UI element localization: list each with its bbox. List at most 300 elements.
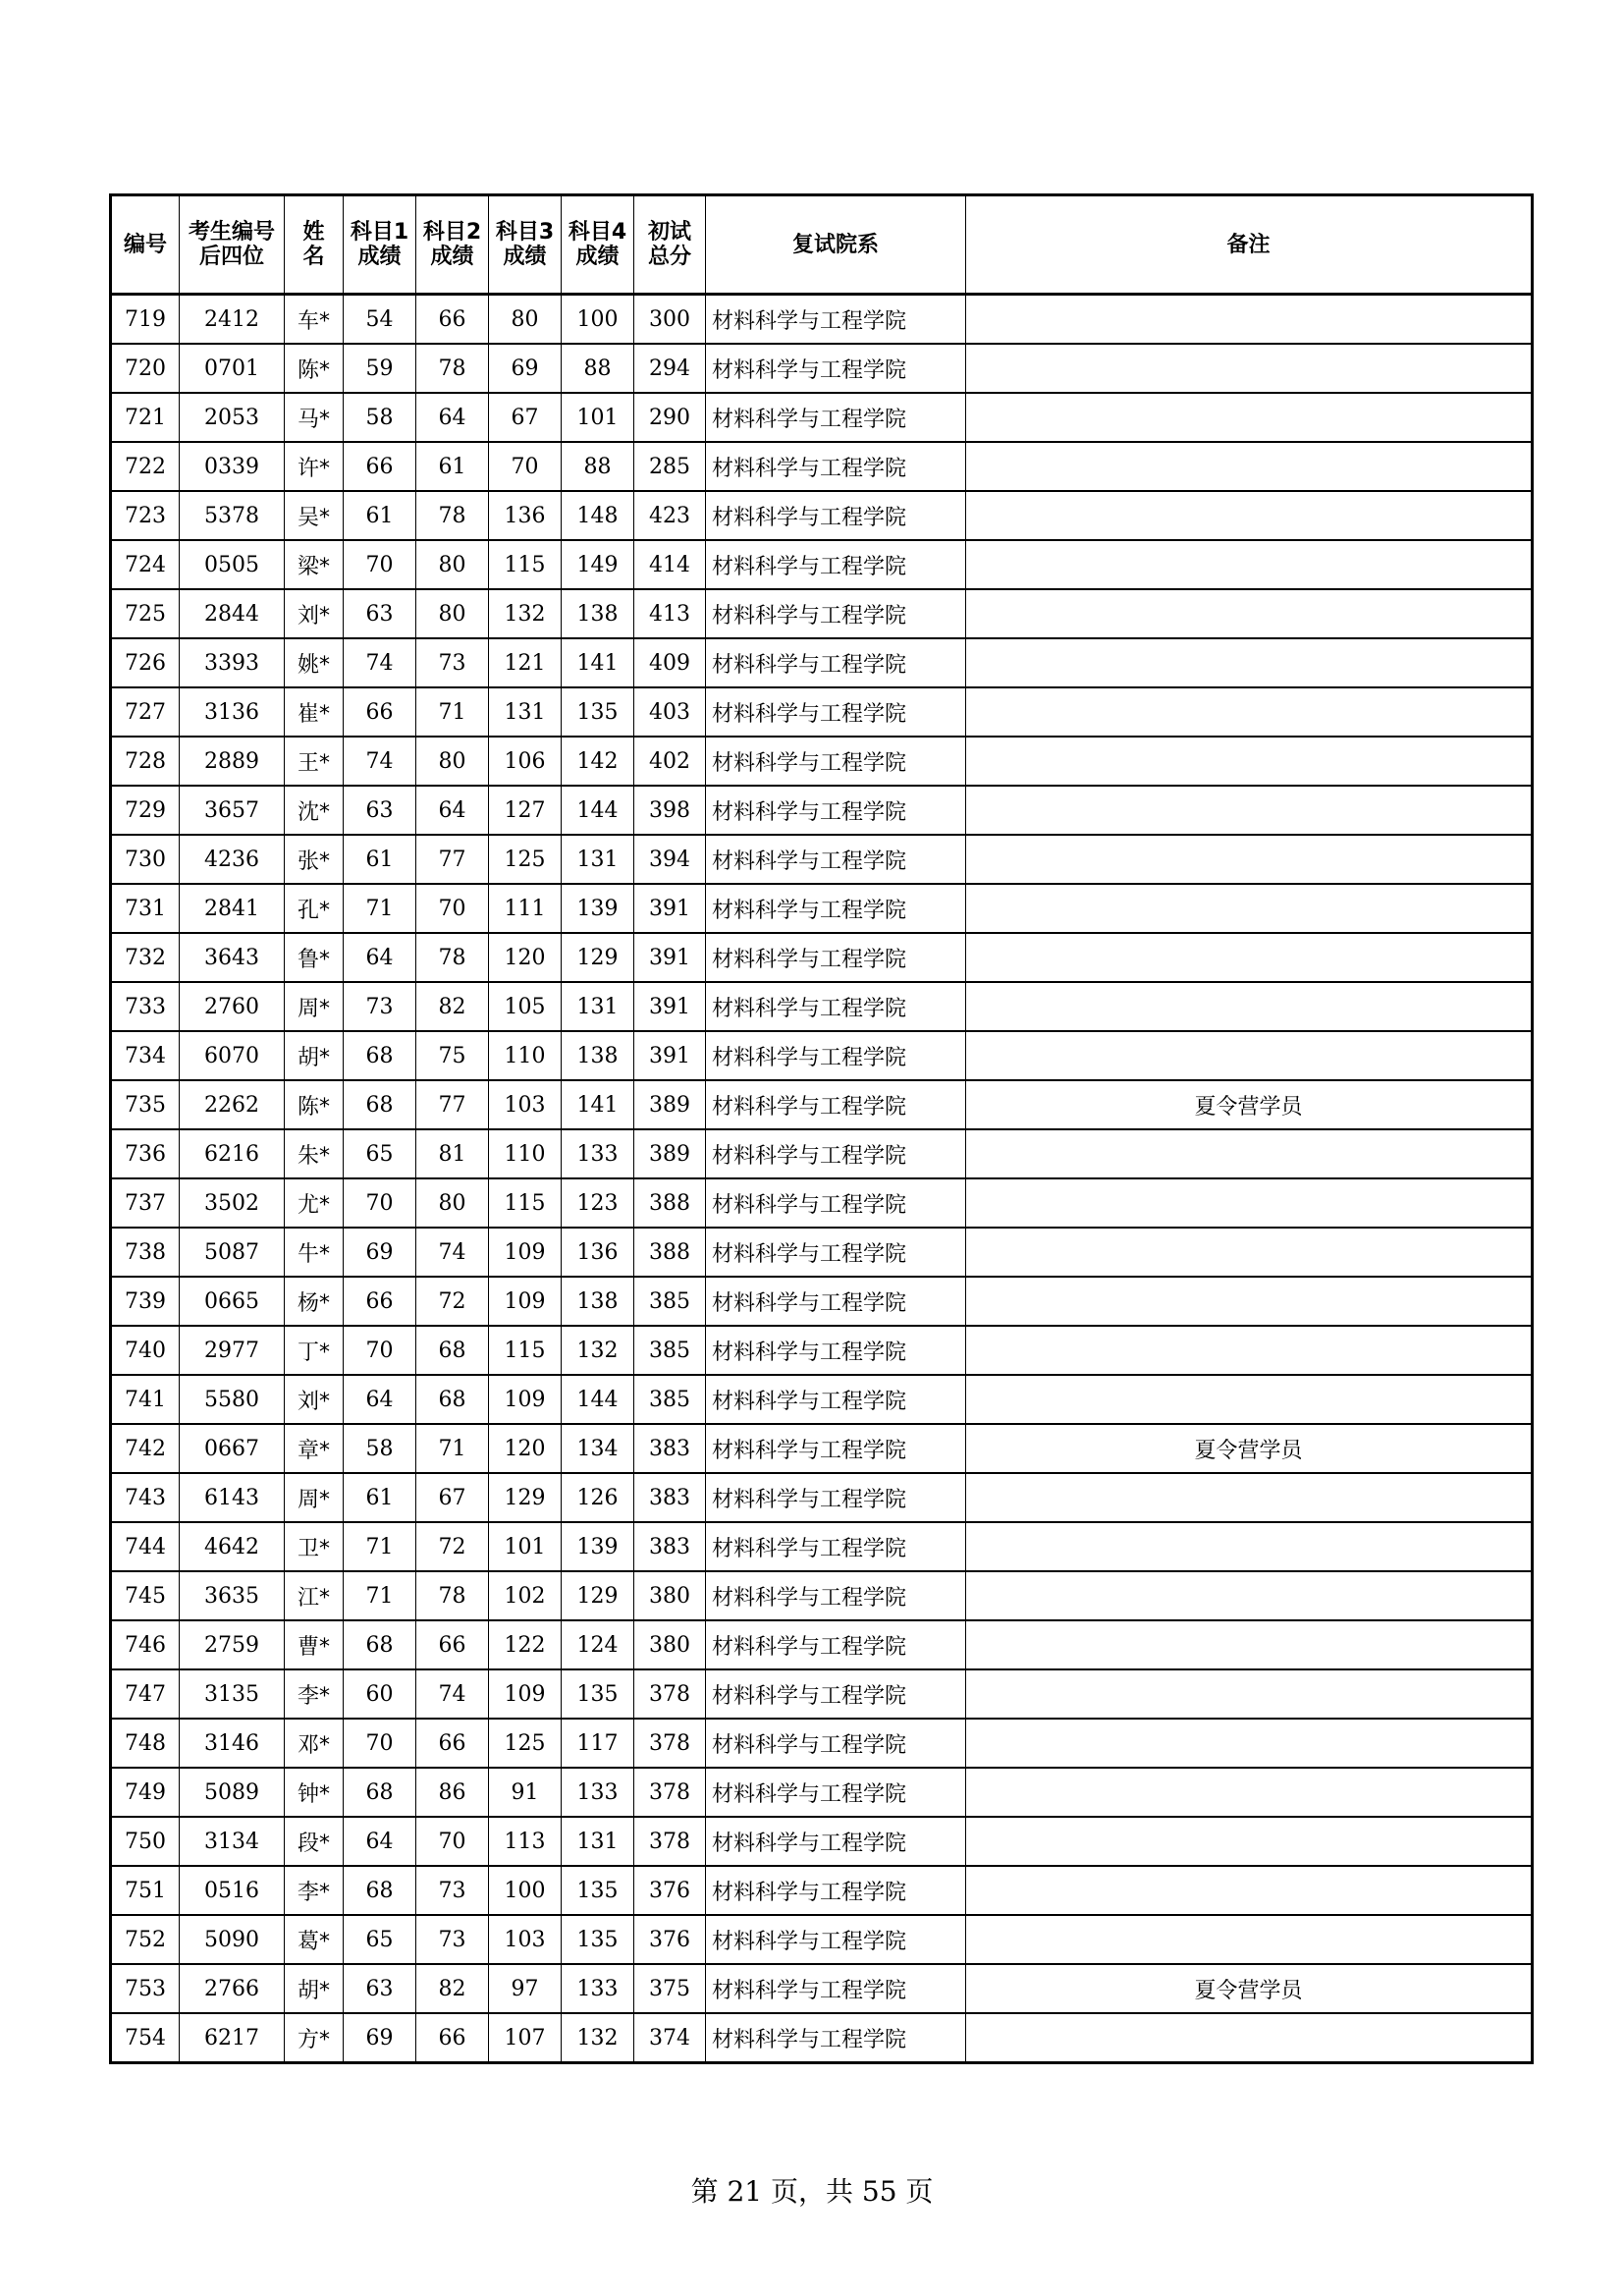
department-cell: 材料科学与工程学院 <box>706 1768 966 1817</box>
id-cell: 732 <box>111 933 180 982</box>
id-cell: 721 <box>111 393 180 442</box>
subject-2-cell: 61 <box>416 442 489 491</box>
exam-no-cell: 0665 <box>180 1277 285 1326</box>
total-cell: 391 <box>634 933 706 982</box>
department-cell: 材料科学与工程学院 <box>706 491 966 540</box>
department-cell: 材料科学与工程学院 <box>706 1915 966 1964</box>
header-name: 姓名 <box>285 195 344 295</box>
id-cell: 730 <box>111 835 180 884</box>
id-cell: 742 <box>111 1424 180 1473</box>
department-cell: 材料科学与工程学院 <box>706 982 966 1031</box>
remark-cell <box>966 540 1533 589</box>
subject-4-cell: 124 <box>562 1620 634 1669</box>
subject-4-cell: 139 <box>562 1522 634 1571</box>
id-cell: 729 <box>111 786 180 835</box>
name-cell: 车* <box>285 295 344 345</box>
subject-2-cell: 82 <box>416 1964 489 2013</box>
header-subject-4: 科目4成绩 <box>562 195 634 295</box>
total-cell: 423 <box>634 491 706 540</box>
department-cell: 材料科学与工程学院 <box>706 540 966 589</box>
id-cell: 754 <box>111 2013 180 2063</box>
department-cell: 材料科学与工程学院 <box>706 1817 966 1866</box>
department-cell: 材料科学与工程学院 <box>706 884 966 933</box>
subject-4-cell: 133 <box>562 1768 634 1817</box>
subject-2-cell: 78 <box>416 344 489 393</box>
department-cell: 材料科学与工程学院 <box>706 2013 966 2063</box>
table-row <box>111 1866 1533 1915</box>
subject-1-cell: 59 <box>344 344 416 393</box>
subject-1-cell: 69 <box>344 1228 416 1277</box>
subject-1-cell: 66 <box>344 442 416 491</box>
total-cell: 414 <box>634 540 706 589</box>
subject-2-cell: 74 <box>416 1228 489 1277</box>
subject-1-cell: 66 <box>344 1277 416 1326</box>
subject-2-cell: 78 <box>416 1571 489 1620</box>
department-cell: 材料科学与工程学院 <box>706 1326 966 1375</box>
department-cell: 材料科学与工程学院 <box>706 442 966 491</box>
table-row <box>111 982 1533 1031</box>
name-cell: 方* <box>285 2013 344 2063</box>
subject-4-cell: 135 <box>562 1669 634 1719</box>
subject-4-cell: 100 <box>562 295 634 345</box>
exam-no-cell: 3146 <box>180 1719 285 1768</box>
subject-1-cell: 60 <box>344 1669 416 1719</box>
table-row <box>111 2013 1533 2063</box>
subject-3-cell: 109 <box>489 1669 562 1719</box>
department-cell: 材料科学与工程学院 <box>706 1571 966 1620</box>
subject-2-cell: 73 <box>416 1915 489 1964</box>
header-total: 初试总分 <box>634 195 706 295</box>
name-cell: 钟* <box>285 1768 344 1817</box>
remark-cell <box>966 491 1533 540</box>
subject-2-cell: 70 <box>416 884 489 933</box>
exam-no-cell: 3657 <box>180 786 285 835</box>
subject-1-cell: 71 <box>344 884 416 933</box>
total-cell: 290 <box>634 393 706 442</box>
name-cell: 沈* <box>285 786 344 835</box>
table-header <box>111 195 1533 295</box>
subject-4-cell: 134 <box>562 1424 634 1473</box>
total-cell: 385 <box>634 1326 706 1375</box>
department-cell: 材料科学与工程学院 <box>706 1228 966 1277</box>
exam-no-cell: 6143 <box>180 1473 285 1522</box>
subject-3-cell: 113 <box>489 1817 562 1866</box>
subject-4-cell: 131 <box>562 982 634 1031</box>
total-cell: 376 <box>634 1866 706 1915</box>
table-row <box>111 835 1533 884</box>
name-cell: 梁* <box>285 540 344 589</box>
department-cell: 材料科学与工程学院 <box>706 687 966 737</box>
subject-2-cell: 73 <box>416 1866 489 1915</box>
remark-cell <box>966 1522 1533 1571</box>
subject-2-cell: 64 <box>416 393 489 442</box>
total-cell: 391 <box>634 884 706 933</box>
remark-cell <box>966 884 1533 933</box>
table-row <box>111 1473 1533 1522</box>
name-cell: 尤* <box>285 1178 344 1228</box>
exam-no-cell: 0701 <box>180 344 285 393</box>
remark-cell <box>966 1817 1533 1866</box>
table-row <box>111 1228 1533 1277</box>
exam-no-cell: 5580 <box>180 1375 285 1424</box>
subject-4-cell: 138 <box>562 1031 634 1080</box>
subject-3-cell: 69 <box>489 344 562 393</box>
subject-1-cell: 68 <box>344 1080 416 1129</box>
department-cell: 材料科学与工程学院 <box>706 1620 966 1669</box>
id-cell: 726 <box>111 638 180 687</box>
subject-2-cell: 66 <box>416 295 489 345</box>
table-row <box>111 1129 1533 1178</box>
exam-no-cell: 2053 <box>180 393 285 442</box>
page-number: 第 21 页，共 55 页 <box>690 2175 934 2208</box>
header-subject-1: 科目1成绩 <box>344 195 416 295</box>
subject-1-cell: 65 <box>344 1129 416 1178</box>
department-cell: 材料科学与工程学院 <box>706 295 966 345</box>
total-cell: 383 <box>634 1424 706 1473</box>
header-exam-no: 考生编号后四位 <box>180 195 285 295</box>
exam-no-cell: 6216 <box>180 1129 285 1178</box>
subject-2-cell: 66 <box>416 1719 489 1768</box>
subject-4-cell: 149 <box>562 540 634 589</box>
subject-3-cell: 120 <box>489 933 562 982</box>
total-cell: 398 <box>634 786 706 835</box>
remark-cell <box>966 295 1533 345</box>
name-cell: 段* <box>285 1817 344 1866</box>
table-row <box>111 1375 1533 1424</box>
exam-no-cell: 2844 <box>180 589 285 638</box>
total-cell: 285 <box>634 442 706 491</box>
table-row <box>111 1817 1533 1866</box>
subject-4-cell: 135 <box>562 687 634 737</box>
department-cell: 材料科学与工程学院 <box>706 1424 966 1473</box>
subject-1-cell: 68 <box>344 1620 416 1669</box>
id-cell: 719 <box>111 295 180 345</box>
remark-cell <box>966 1326 1533 1375</box>
exam-no-cell: 3502 <box>180 1178 285 1228</box>
subject-1-cell: 64 <box>344 1375 416 1424</box>
subject-2-cell: 74 <box>416 1669 489 1719</box>
subject-4-cell: 142 <box>562 737 634 786</box>
subject-4-cell: 129 <box>562 1571 634 1620</box>
id-cell: 747 <box>111 1669 180 1719</box>
name-cell: 胡* <box>285 1031 344 1080</box>
name-cell: 周* <box>285 982 344 1031</box>
name-cell: 吴* <box>285 491 344 540</box>
remark-cell: 夏令营学员 <box>966 1964 1533 2013</box>
table-row <box>111 1620 1533 1669</box>
table-row <box>111 491 1533 540</box>
table-row <box>111 344 1533 393</box>
subject-1-cell: 68 <box>344 1866 416 1915</box>
department-cell: 材料科学与工程学院 <box>706 737 966 786</box>
header-subject-3: 科目3成绩 <box>489 195 562 295</box>
id-cell: 745 <box>111 1571 180 1620</box>
subject-2-cell: 81 <box>416 1129 489 1178</box>
name-cell: 马* <box>285 393 344 442</box>
id-cell: 752 <box>111 1915 180 1964</box>
table-row <box>111 442 1533 491</box>
remark-cell <box>966 835 1533 884</box>
name-cell: 卫* <box>285 1522 344 1571</box>
name-cell: 鲁* <box>285 933 344 982</box>
department-cell: 材料科学与工程学院 <box>706 638 966 687</box>
table-row <box>111 933 1533 982</box>
remark-cell <box>966 1031 1533 1080</box>
id-cell: 733 <box>111 982 180 1031</box>
id-cell: 740 <box>111 1326 180 1375</box>
subject-4-cell: 131 <box>562 1817 634 1866</box>
remark-cell <box>966 1669 1533 1719</box>
subject-1-cell: 63 <box>344 786 416 835</box>
subject-4-cell: 144 <box>562 1375 634 1424</box>
remark-cell <box>966 1866 1533 1915</box>
subject-3-cell: 122 <box>489 1620 562 1669</box>
name-cell: 崔* <box>285 687 344 737</box>
department-cell: 材料科学与工程学院 <box>706 1719 966 1768</box>
department-cell: 材料科学与工程学院 <box>706 1669 966 1719</box>
id-cell: 722 <box>111 442 180 491</box>
name-cell: 章* <box>285 1424 344 1473</box>
table-row <box>111 1080 1533 1129</box>
subject-4-cell: 136 <box>562 1228 634 1277</box>
exam-no-cell: 2759 <box>180 1620 285 1669</box>
subject-4-cell: 101 <box>562 393 634 442</box>
department-cell: 材料科学与工程学院 <box>706 1031 966 1080</box>
remark-cell <box>966 982 1533 1031</box>
subject-1-cell: 64 <box>344 1817 416 1866</box>
header-remark: 备注 <box>966 195 1533 295</box>
subject-2-cell: 66 <box>416 2013 489 2063</box>
subject-2-cell: 80 <box>416 589 489 638</box>
subject-1-cell: 58 <box>344 393 416 442</box>
id-cell: 724 <box>111 540 180 589</box>
exam-no-cell: 4236 <box>180 835 285 884</box>
department-cell: 材料科学与工程学院 <box>706 344 966 393</box>
remark-cell <box>966 1620 1533 1669</box>
name-cell: 姚* <box>285 638 344 687</box>
name-cell: 邓* <box>285 1719 344 1768</box>
subject-1-cell: 70 <box>344 540 416 589</box>
exam-no-cell: 3393 <box>180 638 285 687</box>
subject-1-cell: 70 <box>344 1178 416 1228</box>
remark-cell <box>966 2013 1533 2063</box>
subject-2-cell: 86 <box>416 1768 489 1817</box>
subject-3-cell: 91 <box>489 1768 562 1817</box>
subject-3-cell: 131 <box>489 687 562 737</box>
remark-cell <box>966 1719 1533 1768</box>
total-cell: 388 <box>634 1178 706 1228</box>
name-cell: 陈* <box>285 344 344 393</box>
subject-3-cell: 70 <box>489 442 562 491</box>
subject-3-cell: 109 <box>489 1277 562 1326</box>
total-cell: 409 <box>634 638 706 687</box>
score-table-container <box>109 193 1531 2064</box>
subject-2-cell: 80 <box>416 1178 489 1228</box>
subject-4-cell: 126 <box>562 1473 634 1522</box>
total-cell: 383 <box>634 1522 706 1571</box>
remark-cell <box>966 687 1533 737</box>
id-cell: 753 <box>111 1964 180 2013</box>
total-cell: 375 <box>634 1964 706 2013</box>
subject-2-cell: 77 <box>416 1080 489 1129</box>
score-table <box>109 193 1534 2064</box>
exam-no-cell: 2262 <box>180 1080 285 1129</box>
remark-cell <box>966 1178 1533 1228</box>
remark-cell <box>966 1277 1533 1326</box>
name-cell: 牛* <box>285 1228 344 1277</box>
remark-cell <box>966 737 1533 786</box>
department-cell: 材料科学与工程学院 <box>706 1178 966 1228</box>
subject-3-cell: 136 <box>489 491 562 540</box>
total-cell: 378 <box>634 1817 706 1866</box>
subject-1-cell: 71 <box>344 1522 416 1571</box>
department-cell: 材料科学与工程学院 <box>706 786 966 835</box>
department-cell: 材料科学与工程学院 <box>706 933 966 982</box>
subject-2-cell: 77 <box>416 835 489 884</box>
table-row <box>111 1326 1533 1375</box>
name-cell: 胡* <box>285 1964 344 2013</box>
remark-cell <box>966 1375 1533 1424</box>
total-cell: 294 <box>634 344 706 393</box>
table-row <box>111 1522 1533 1571</box>
subject-3-cell: 102 <box>489 1571 562 1620</box>
subject-3-cell: 106 <box>489 737 562 786</box>
subject-2-cell: 68 <box>416 1326 489 1375</box>
total-cell: 394 <box>634 835 706 884</box>
subject-3-cell: 120 <box>489 1424 562 1473</box>
id-cell: 734 <box>111 1031 180 1080</box>
exam-no-cell: 2977 <box>180 1326 285 1375</box>
id-cell: 725 <box>111 589 180 638</box>
id-cell: 741 <box>111 1375 180 1424</box>
name-cell: 李* <box>285 1669 344 1719</box>
id-cell: 720 <box>111 344 180 393</box>
subject-1-cell: 54 <box>344 295 416 345</box>
subject-3-cell: 100 <box>489 1866 562 1915</box>
department-cell: 材料科学与工程学院 <box>706 1129 966 1178</box>
total-cell: 402 <box>634 737 706 786</box>
subject-4-cell: 129 <box>562 933 634 982</box>
remark-cell: 夏令营学员 <box>966 1080 1533 1129</box>
subject-3-cell: 127 <box>489 786 562 835</box>
remark-cell <box>966 1571 1533 1620</box>
subject-2-cell: 68 <box>416 1375 489 1424</box>
remark-cell <box>966 1768 1533 1817</box>
exam-no-cell: 2889 <box>180 737 285 786</box>
subject-1-cell: 61 <box>344 1473 416 1522</box>
subject-3-cell: 125 <box>489 835 562 884</box>
total-cell: 380 <box>634 1571 706 1620</box>
department-cell: 材料科学与工程学院 <box>706 589 966 638</box>
subject-3-cell: 109 <box>489 1228 562 1277</box>
id-cell: 735 <box>111 1080 180 1129</box>
exam-no-cell: 2841 <box>180 884 285 933</box>
table-row <box>111 393 1533 442</box>
id-cell: 751 <box>111 1866 180 1915</box>
subject-1-cell: 74 <box>344 638 416 687</box>
exam-no-cell: 0505 <box>180 540 285 589</box>
subject-2-cell: 80 <box>416 737 489 786</box>
id-cell: 743 <box>111 1473 180 1522</box>
id-cell: 739 <box>111 1277 180 1326</box>
header-row <box>111 195 1533 295</box>
exam-no-cell: 5087 <box>180 1228 285 1277</box>
subject-2-cell: 66 <box>416 1620 489 1669</box>
subject-1-cell: 73 <box>344 982 416 1031</box>
subject-1-cell: 65 <box>344 1915 416 1964</box>
exam-no-cell: 0667 <box>180 1424 285 1473</box>
subject-3-cell: 125 <box>489 1719 562 1768</box>
subject-4-cell: 123 <box>562 1178 634 1228</box>
remark-cell <box>966 638 1533 687</box>
remark-cell <box>966 589 1533 638</box>
subject-1-cell: 61 <box>344 491 416 540</box>
subject-2-cell: 64 <box>416 786 489 835</box>
subject-3-cell: 110 <box>489 1129 562 1178</box>
name-cell: 刘* <box>285 589 344 638</box>
header-department: 复试院系 <box>706 195 966 295</box>
exam-no-cell: 5378 <box>180 491 285 540</box>
table-row <box>111 884 1533 933</box>
table-row <box>111 1178 1533 1228</box>
subject-3-cell: 103 <box>489 1080 562 1129</box>
subject-1-cell: 71 <box>344 1571 416 1620</box>
subject-4-cell: 139 <box>562 884 634 933</box>
subject-3-cell: 115 <box>489 1326 562 1375</box>
remark-cell <box>966 1129 1533 1178</box>
subject-2-cell: 80 <box>416 540 489 589</box>
total-cell: 383 <box>634 1473 706 1522</box>
name-cell: 江* <box>285 1571 344 1620</box>
remark-cell: 夏令营学员 <box>966 1424 1533 1473</box>
subject-2-cell: 75 <box>416 1031 489 1080</box>
name-cell: 陈* <box>285 1080 344 1129</box>
table-row <box>111 295 1533 345</box>
name-cell: 张* <box>285 835 344 884</box>
name-cell: 孔* <box>285 884 344 933</box>
total-cell: 380 <box>634 1620 706 1669</box>
id-cell: 748 <box>111 1719 180 1768</box>
name-cell: 许* <box>285 442 344 491</box>
subject-2-cell: 67 <box>416 1473 489 1522</box>
exam-no-cell: 3134 <box>180 1817 285 1866</box>
exam-no-cell: 3635 <box>180 1571 285 1620</box>
header-subject-2: 科目2成绩 <box>416 195 489 295</box>
table-row <box>111 786 1533 835</box>
subject-3-cell: 105 <box>489 982 562 1031</box>
subject-2-cell: 70 <box>416 1817 489 1866</box>
subject-2-cell: 71 <box>416 687 489 737</box>
subject-3-cell: 67 <box>489 393 562 442</box>
table-row <box>111 737 1533 786</box>
remark-cell <box>966 1915 1533 1964</box>
name-cell: 曹* <box>285 1620 344 1669</box>
subject-1-cell: 70 <box>344 1719 416 1768</box>
total-cell: 385 <box>634 1277 706 1326</box>
subject-3-cell: 115 <box>489 1178 562 1228</box>
name-cell: 王* <box>285 737 344 786</box>
table-row <box>111 1571 1533 1620</box>
name-cell: 刘* <box>285 1375 344 1424</box>
exam-no-cell: 5090 <box>180 1915 285 1964</box>
subject-4-cell: 148 <box>562 491 634 540</box>
remark-cell <box>966 1473 1533 1522</box>
exam-no-cell: 4642 <box>180 1522 285 1571</box>
name-cell: 杨* <box>285 1277 344 1326</box>
department-cell: 材料科学与工程学院 <box>706 1473 966 1522</box>
department-cell: 材料科学与工程学院 <box>706 1522 966 1571</box>
subject-4-cell: 133 <box>562 1964 634 2013</box>
